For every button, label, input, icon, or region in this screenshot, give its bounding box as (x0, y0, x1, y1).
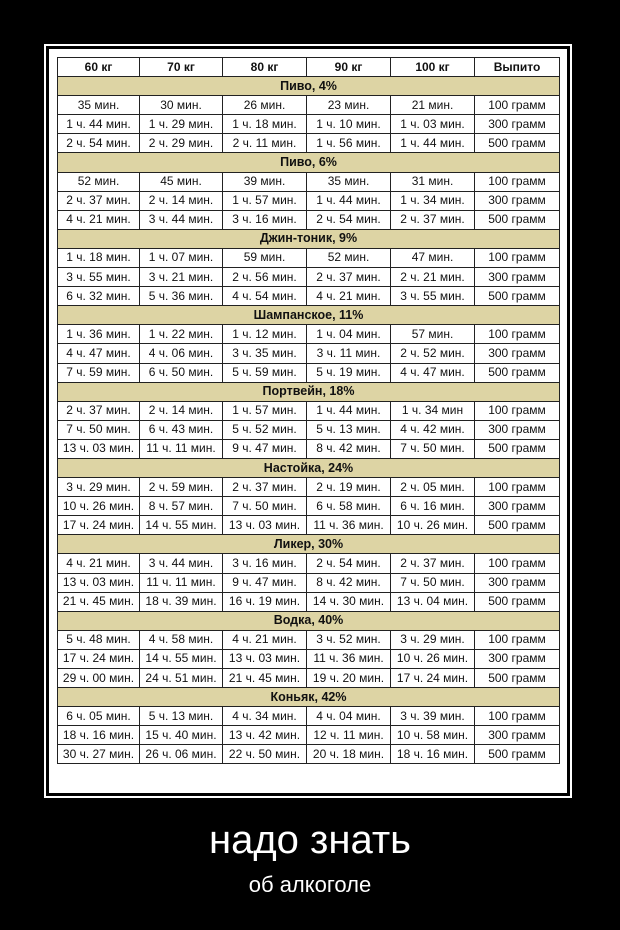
duration-cell: 1 ч. 04 мин. (307, 325, 391, 344)
duration-cell: 2 ч. 05 мин. (391, 478, 475, 497)
duration-cell: 16 ч. 19 мин. (223, 592, 307, 611)
duration-cell: 13 ч. 03 мин. (58, 573, 140, 592)
duration-cell: 3 ч. 52 мин. (307, 630, 391, 649)
table-row (58, 630, 560, 649)
duration-cell: 30 мин. (140, 96, 223, 115)
duration-cell: 10 ч. 26 мин. (58, 497, 140, 516)
duration-cell: 10 ч. 26 мин. (391, 649, 475, 668)
amount-cell: 500 грамм (475, 287, 560, 306)
table-row (58, 649, 560, 668)
duration-cell: 13 ч. 04 мин. (391, 592, 475, 611)
duration-cell: 2 ч. 59 мин. (140, 478, 223, 497)
duration-cell: 3 ч. 29 мин. (58, 478, 140, 497)
table-row (58, 707, 560, 726)
duration-cell: 4 ч. 04 мин. (307, 707, 391, 726)
duration-cell: 1 ч. 03 мин. (391, 115, 475, 134)
duration-cell: 6 ч. 43 мин. (140, 420, 223, 439)
duration-cell: 47 мин. (391, 248, 475, 267)
section-header-row (58, 229, 560, 248)
duration-cell: 4 ч. 34 мин. (223, 707, 307, 726)
duration-cell: 29 ч. 00 мин. (58, 669, 140, 688)
amount-cell: 500 грамм (475, 516, 560, 535)
amount-cell: 300 грамм (475, 497, 560, 516)
table-row (58, 248, 560, 267)
section-header-row (58, 611, 560, 630)
duration-cell: 17 ч. 24 мин. (58, 649, 140, 668)
duration-cell: 4 ч. 54 мин. (223, 287, 307, 306)
table-row (58, 344, 560, 363)
duration-cell: 39 мин. (223, 172, 307, 191)
duration-cell: 24 ч. 51 мин. (140, 669, 223, 688)
duration-cell: 3 ч. 44 мин. (140, 210, 223, 229)
duration-cell: 23 мин. (307, 96, 391, 115)
duration-cell: 1 ч. 10 мин. (307, 115, 391, 134)
table-row (58, 115, 560, 134)
amount-cell: 100 грамм (475, 630, 560, 649)
duration-cell: 11 ч. 11 мин. (140, 573, 223, 592)
amount-cell: 500 грамм (475, 210, 560, 229)
duration-cell: 10 ч. 58 мин. (391, 726, 475, 745)
amount-cell: 300 грамм (475, 191, 560, 210)
duration-cell: 15 ч. 40 мин. (140, 726, 223, 745)
amount-cell: 500 грамм (475, 745, 560, 764)
duration-cell: 18 ч. 16 мин. (58, 726, 140, 745)
table-body (58, 77, 560, 764)
duration-cell: 1 ч. 22 мин. (140, 325, 223, 344)
amount-cell: 300 грамм (475, 268, 560, 287)
amount-cell: 300 грамм (475, 649, 560, 668)
duration-cell: 1 ч. 44 мин. (307, 191, 391, 210)
duration-cell: 1 ч. 44 мин. (391, 134, 475, 153)
table-row (58, 325, 560, 344)
amount-cell: 100 грамм (475, 248, 560, 267)
duration-cell: 18 ч. 16 мин. (391, 745, 475, 764)
section-title: Джин-тоник, 9% (58, 229, 560, 248)
amount-cell: 500 грамм (475, 363, 560, 382)
table-row (58, 363, 560, 382)
duration-cell: 4 ч. 47 мин. (58, 344, 140, 363)
duration-cell: 57 мин. (391, 325, 475, 344)
poster-title: надо знать (209, 818, 411, 862)
duration-cell: 8 ч. 42 мин. (307, 439, 391, 458)
duration-cell: 3 ч. 35 мин. (223, 344, 307, 363)
table-row (58, 191, 560, 210)
amount-cell: 100 грамм (475, 96, 560, 115)
duration-cell: 7 ч. 50 мин. (391, 573, 475, 592)
table-row (58, 287, 560, 306)
duration-cell: 2 ч. 54 мин. (307, 554, 391, 573)
duration-cell: 3 ч. 21 мин. (140, 268, 223, 287)
section-title: Портвейн, 18% (58, 382, 560, 401)
header-cell: 60 кг (58, 58, 140, 77)
amount-cell: 100 грамм (475, 554, 560, 573)
table-sheet (49, 49, 567, 793)
duration-cell: 2 ч. 14 мин. (140, 191, 223, 210)
duration-cell: 4 ч. 42 мин. (391, 420, 475, 439)
section-title: Коньяк, 42% (58, 688, 560, 707)
duration-cell: 2 ч. 54 мин. (307, 210, 391, 229)
section-title: Шампанское, 11% (58, 306, 560, 325)
duration-cell: 1 ч. 36 мин. (58, 325, 140, 344)
poster-subtitle: об алкоголе (248, 872, 372, 897)
duration-cell: 3 ч. 11 мин. (307, 344, 391, 363)
duration-cell: 5 ч. 36 мин. (140, 287, 223, 306)
duration-cell: 1 ч. 29 мин. (140, 115, 223, 134)
table-row (58, 134, 560, 153)
amount-cell: 300 грамм (475, 420, 560, 439)
section-header-row (58, 306, 560, 325)
duration-cell: 1 ч. 57 мин. (223, 191, 307, 210)
duration-cell: 7 ч. 50 мин. (223, 497, 307, 516)
amount-cell: 100 грамм (475, 401, 560, 420)
duration-cell: 2 ч. 19 мин. (307, 478, 391, 497)
section-header-row (58, 77, 560, 96)
duration-cell: 4 ч. 47 мин. (391, 363, 475, 382)
duration-cell: 7 ч. 59 мин. (58, 363, 140, 382)
section-title: Пиво, 4% (58, 77, 560, 96)
duration-cell: 26 ч. 06 мин. (140, 745, 223, 764)
duration-cell: 1 ч. 07 мин. (140, 248, 223, 267)
duration-cell: 5 ч. 59 мин. (223, 363, 307, 382)
duration-cell: 59 мин. (223, 248, 307, 267)
amount-cell: 100 грамм (475, 172, 560, 191)
duration-cell: 9 ч. 47 мин. (223, 439, 307, 458)
duration-cell: 2 ч. 56 мин. (223, 268, 307, 287)
header-cell: 100 кг (391, 58, 475, 77)
duration-cell: 2 ч. 37 мин. (58, 401, 140, 420)
amount-cell: 500 грамм (475, 439, 560, 458)
section-title: Ликер, 30% (58, 535, 560, 554)
table-row (58, 516, 560, 535)
alcohol-elimination-table (57, 57, 560, 764)
duration-cell: 1 ч. 34 мин (391, 401, 475, 420)
duration-cell: 13 ч. 03 мин. (58, 439, 140, 458)
duration-cell: 5 ч. 19 мин. (307, 363, 391, 382)
duration-cell: 2 ч. 37 мин. (58, 191, 140, 210)
duration-cell: 1 ч. 34 мин. (391, 191, 475, 210)
header-cell: 70 кг (140, 58, 223, 77)
duration-cell: 4 ч. 06 мин. (140, 344, 223, 363)
duration-cell: 2 ч. 37 мин. (391, 210, 475, 229)
duration-cell: 6 ч. 16 мин. (391, 497, 475, 516)
duration-cell: 7 ч. 50 мин. (58, 420, 140, 439)
duration-cell: 13 ч. 03 мин. (223, 649, 307, 668)
duration-cell: 45 мин. (140, 172, 223, 191)
table-row (58, 745, 560, 764)
duration-cell: 18 ч. 39 мин. (140, 592, 223, 611)
duration-cell: 3 ч. 39 мин. (391, 707, 475, 726)
duration-cell: 3 ч. 29 мин. (391, 630, 475, 649)
section-title: Настойка, 24% (58, 458, 560, 477)
duration-cell: 6 ч. 05 мин. (58, 707, 140, 726)
table-header-row (58, 58, 560, 77)
duration-cell: 9 ч. 47 мин. (223, 573, 307, 592)
duration-cell: 4 ч. 21 мин. (307, 287, 391, 306)
duration-cell: 8 ч. 42 мин. (307, 573, 391, 592)
duration-cell: 21 мин. (391, 96, 475, 115)
duration-cell: 19 ч. 20 мин. (307, 669, 391, 688)
duration-cell: 22 ч. 50 мин. (223, 745, 307, 764)
duration-cell: 7 ч. 50 мин. (391, 439, 475, 458)
section-title: Водка, 40% (58, 611, 560, 630)
section-header-row (58, 458, 560, 477)
duration-cell: 3 ч. 16 мин. (223, 210, 307, 229)
table-row (58, 210, 560, 229)
duration-cell: 5 ч. 13 мин. (140, 707, 223, 726)
duration-cell: 14 ч. 30 мин. (307, 592, 391, 611)
amount-cell: 500 грамм (475, 134, 560, 153)
duration-cell: 8 ч. 57 мин. (140, 497, 223, 516)
duration-cell: 2 ч. 29 мин. (140, 134, 223, 153)
section-header-row (58, 382, 560, 401)
table-row (58, 478, 560, 497)
section-header-row (58, 535, 560, 554)
section-header-row (58, 153, 560, 172)
duration-cell: 2 ч. 37 мин. (307, 268, 391, 287)
duration-cell: 2 ч. 54 мин. (58, 134, 140, 153)
duration-cell: 11 ч. 36 мин. (307, 649, 391, 668)
duration-cell: 3 ч. 16 мин. (223, 554, 307, 573)
table-row (58, 554, 560, 573)
duration-cell: 11 ч. 36 мин. (307, 516, 391, 535)
duration-cell: 10 ч. 26 мин. (391, 516, 475, 535)
table-row (58, 726, 560, 745)
section-title: Пиво, 6% (58, 153, 560, 172)
header-cell: Выпито (475, 58, 560, 77)
amount-cell: 500 грамм (475, 669, 560, 688)
duration-cell: 1 ч. 56 мин. (307, 134, 391, 153)
duration-cell: 4 ч. 21 мин. (58, 554, 140, 573)
duration-cell: 1 ч. 57 мин. (223, 401, 307, 420)
duration-cell: 2 ч. 14 мин. (140, 401, 223, 420)
table-row (58, 172, 560, 191)
duration-cell: 31 мин. (391, 172, 475, 191)
duration-cell: 4 ч. 21 мин. (58, 210, 140, 229)
table-row (58, 439, 560, 458)
duration-cell: 1 ч. 44 мин. (307, 401, 391, 420)
duration-cell: 13 ч. 42 мин. (223, 726, 307, 745)
duration-cell: 6 ч. 32 мин. (58, 287, 140, 306)
duration-cell: 1 ч. 12 мин. (223, 325, 307, 344)
duration-cell: 21 ч. 45 мин. (223, 669, 307, 688)
header-cell: 90 кг (307, 58, 391, 77)
table-row (58, 96, 560, 115)
duration-cell: 3 ч. 55 мин. (58, 268, 140, 287)
duration-cell: 5 ч. 13 мин. (307, 420, 391, 439)
duration-cell: 5 ч. 48 мин. (58, 630, 140, 649)
duration-cell: 6 ч. 50 мин. (140, 363, 223, 382)
duration-cell: 2 ч. 11 мин. (223, 134, 307, 153)
duration-cell: 3 ч. 44 мин. (140, 554, 223, 573)
duration-cell: 1 ч. 18 мин. (223, 115, 307, 134)
amount-cell: 300 грамм (475, 726, 560, 745)
table-row (58, 669, 560, 688)
duration-cell: 12 ч. 11 мин. (307, 726, 391, 745)
duration-cell: 5 ч. 52 мин. (223, 420, 307, 439)
amount-cell: 300 грамм (475, 344, 560, 363)
duration-cell: 4 ч. 58 мин. (140, 630, 223, 649)
duration-cell: 2 ч. 37 мин. (223, 478, 307, 497)
duration-cell: 2 ч. 37 мин. (391, 554, 475, 573)
amount-cell: 500 грамм (475, 592, 560, 611)
table-row (58, 592, 560, 611)
duration-cell: 1 ч. 18 мин. (58, 248, 140, 267)
section-header-row (58, 688, 560, 707)
duration-cell: 35 мин. (58, 96, 140, 115)
amount-cell: 100 грамм (475, 707, 560, 726)
table-row (58, 268, 560, 287)
header-cell: 80 кг (223, 58, 307, 77)
duration-cell: 11 ч. 11 мин. (140, 439, 223, 458)
amount-cell: 100 грамм (475, 325, 560, 344)
duration-cell: 1 ч. 44 мин. (58, 115, 140, 134)
duration-cell: 4 ч. 21 мин. (223, 630, 307, 649)
table-row (58, 497, 560, 516)
duration-cell: 20 ч. 18 мин. (307, 745, 391, 764)
table-row (58, 420, 560, 439)
duration-cell: 17 ч. 24 мин. (58, 516, 140, 535)
duration-cell: 26 мин. (223, 96, 307, 115)
duration-cell: 6 ч. 58 мин. (307, 497, 391, 516)
duration-cell: 14 ч. 55 мин. (140, 516, 223, 535)
duration-cell: 30 ч. 27 мин. (58, 745, 140, 764)
duration-cell: 35 мин. (307, 172, 391, 191)
duration-cell: 52 мин. (307, 248, 391, 267)
duration-cell: 17 ч. 24 мин. (391, 669, 475, 688)
table-row (58, 573, 560, 592)
duration-cell: 52 мин. (58, 172, 140, 191)
amount-cell: 100 грамм (475, 478, 560, 497)
duration-cell: 21 ч. 45 мин. (58, 592, 140, 611)
table-row (58, 401, 560, 420)
duration-cell: 13 ч. 03 мин. (223, 516, 307, 535)
amount-cell: 300 грамм (475, 115, 560, 134)
duration-cell: 2 ч. 21 мин. (391, 268, 475, 287)
duration-cell: 2 ч. 52 мин. (391, 344, 475, 363)
duration-cell: 3 ч. 55 мин. (391, 287, 475, 306)
amount-cell: 300 грамм (475, 573, 560, 592)
duration-cell: 14 ч. 55 мин. (140, 649, 223, 668)
